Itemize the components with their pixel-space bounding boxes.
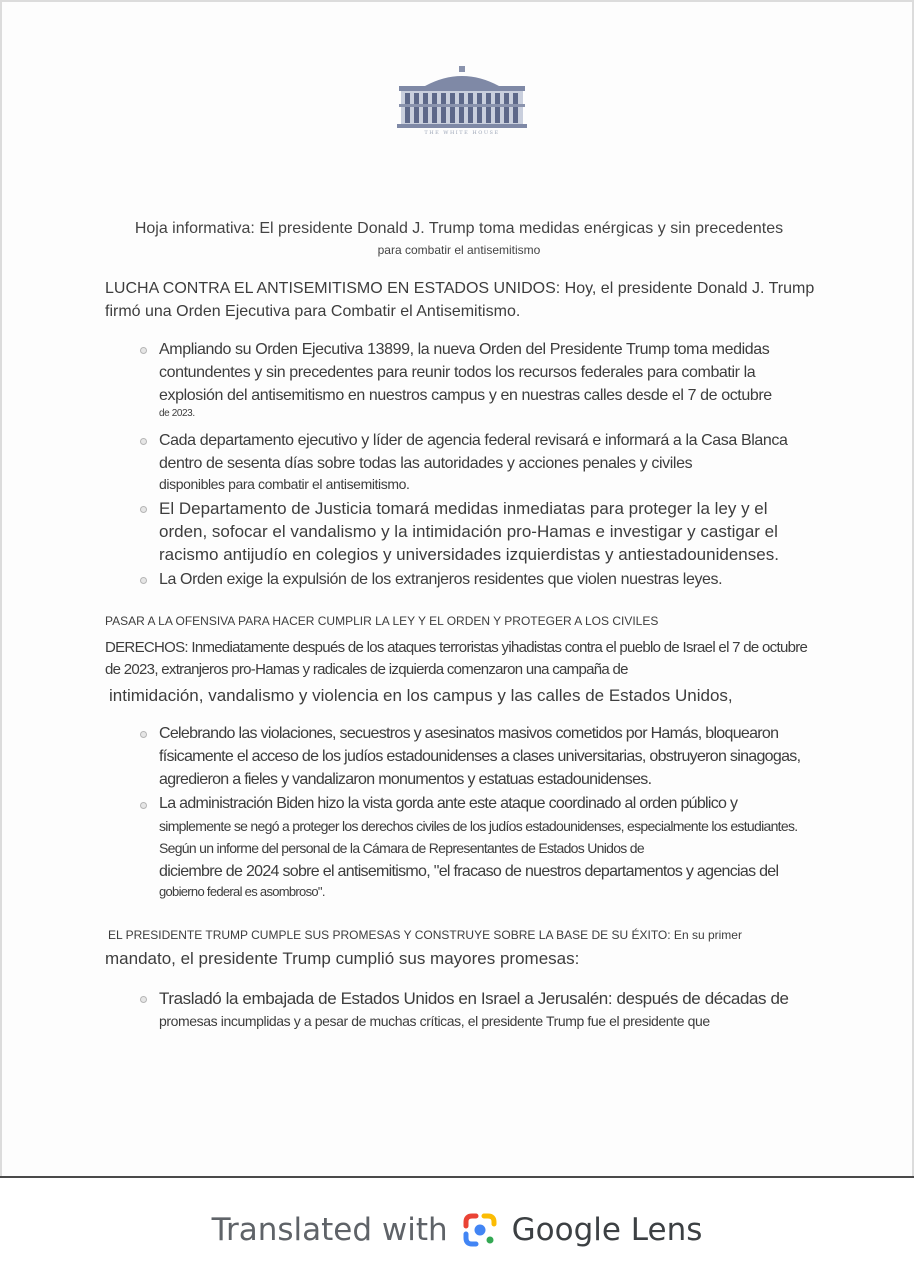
bullet-list-3: [2, 987, 914, 1031]
google-lens-brand: Google Lens: [511, 1212, 703, 1248]
bullet-icon: [140, 731, 147, 738]
list-item: La Orden exige la expulsión de los extranjeros residentes que violen nuestras leyes.: [2, 568, 914, 591]
list-item: Trasladó la embajada de Estados Unidos en Israel a Jerusalén: después de décadas de promesas incumplidas y a pesar de muchas críticas, el presidente Trump fue el presidente que: [2, 987, 914, 1031]
intro-paragraph: LUCHA CONTRA EL ANTISEMITISMO EN ESTADOS UNIDOS: Hoy, el presidente Donald J. Trump firmó una Orden Ejecutiva para Combatir el Antisemitismo.: [105, 280, 815, 320]
bullet-icon: [140, 577, 147, 584]
section-paragraph: DERECHOS: Inmediatamente después de los ataques terroristas yihadistas contra el pueblo de Israel el 7 de octubre de 2023, extranjeros pro-Hamas y radicales de izquierda comenzaron una campaña de: [105, 639, 808, 678]
bullet-icon: [140, 438, 147, 445]
page-title: Hoja informativa: El presidente Donald J. Trump toma medidas enérgicas y sin precedentes: [134, 220, 784, 237]
bullet-icon: [140, 347, 147, 354]
list-item: El Departamento de Justicia tomará medidas inmediatas para proteger la ley y el orden, sofocar el vandalismo y la intimidación pro-Hamas e investigar y castigar el racismo antijudío en colegios y universidades izquierdistas y antiestadounidenses.: [2, 497, 914, 566]
footer-attribution: [0, 1195, 914, 1265]
bullet-list-1: [2, 338, 914, 591]
page-subtitle: para combatir el antisemitismo: [377, 243, 541, 257]
bullet-list-2: [2, 722, 914, 901]
section-heading: PASAR A LA OFENSIVA PARA HACER CUMPLIR LA LEY Y EL ORDEN Y PROTEGER A LOS CIVILES: [105, 614, 659, 628]
section-paragraph-end: intimidación, vandalismo y violencia en los campus y las calles de Estados Unidos,: [109, 686, 733, 705]
bullet-icon: [140, 506, 147, 513]
section-heading: EL PRESIDENTE TRUMP CUMPLE SUS PROMESAS Y CONSTRUYE SOBRE LA BASE DE SU ÉXITO: En su primer: [108, 928, 742, 942]
list-item: Celebrando las violaciones, secuestros y asesinatos masivos cometidos por Hamás, bloquearon físicamente el acceso de los judíos estadounidenses a clases universitarias, obstruyeron sinagogas, agredieron a fieles y vandalizaron monumentos y estatuas estadounidenses.: [2, 722, 914, 791]
bullet-icon: [140, 802, 147, 809]
divider: [0, 1176, 914, 1178]
list-item: Ampliando su Orden Ejecutiva 13899, la nueva Orden del Presidente Trump toma medidas contundentes y sin precedentes para reunir todos los recursos federales para combatir la explosión del antisemitismo en nuestros campus y en nuestras calles desde el 7 de octubre de 2023.: [2, 338, 914, 421]
list-item: Cada departamento ejecutivo y líder de agencia federal revisará e informará a la Casa Blanca dentro de sesenta días sobre todas las autoridades y acciones penales y civiles disponibles para combatir el antisemitismo.: [2, 429, 914, 493]
google-lens-icon: [460, 1210, 500, 1250]
list-item: La administración Biden hizo la vista gorda ante este ataque coordinado al orden público y simplemente se negó a proteger los derechos civiles de los judíos estadounidenses, especialmente los estudiantes. Según un informe del personal de la Cámara de Representantes de Estados Unidos de diciembre de 2024 sobre el antisemitismo, "el fracaso de nuestros departamentos y agencias del gobierno federal es asombroso".: [2, 793, 914, 901]
bullet-icon: [140, 996, 147, 1003]
translated-with-label: Translated with: [211, 1212, 448, 1248]
section-paragraph: mandato, el presidente Trump cumplió sus mayores promesas:: [105, 949, 580, 968]
logo-caption: THE WHITE HOUSE: [424, 130, 500, 136]
